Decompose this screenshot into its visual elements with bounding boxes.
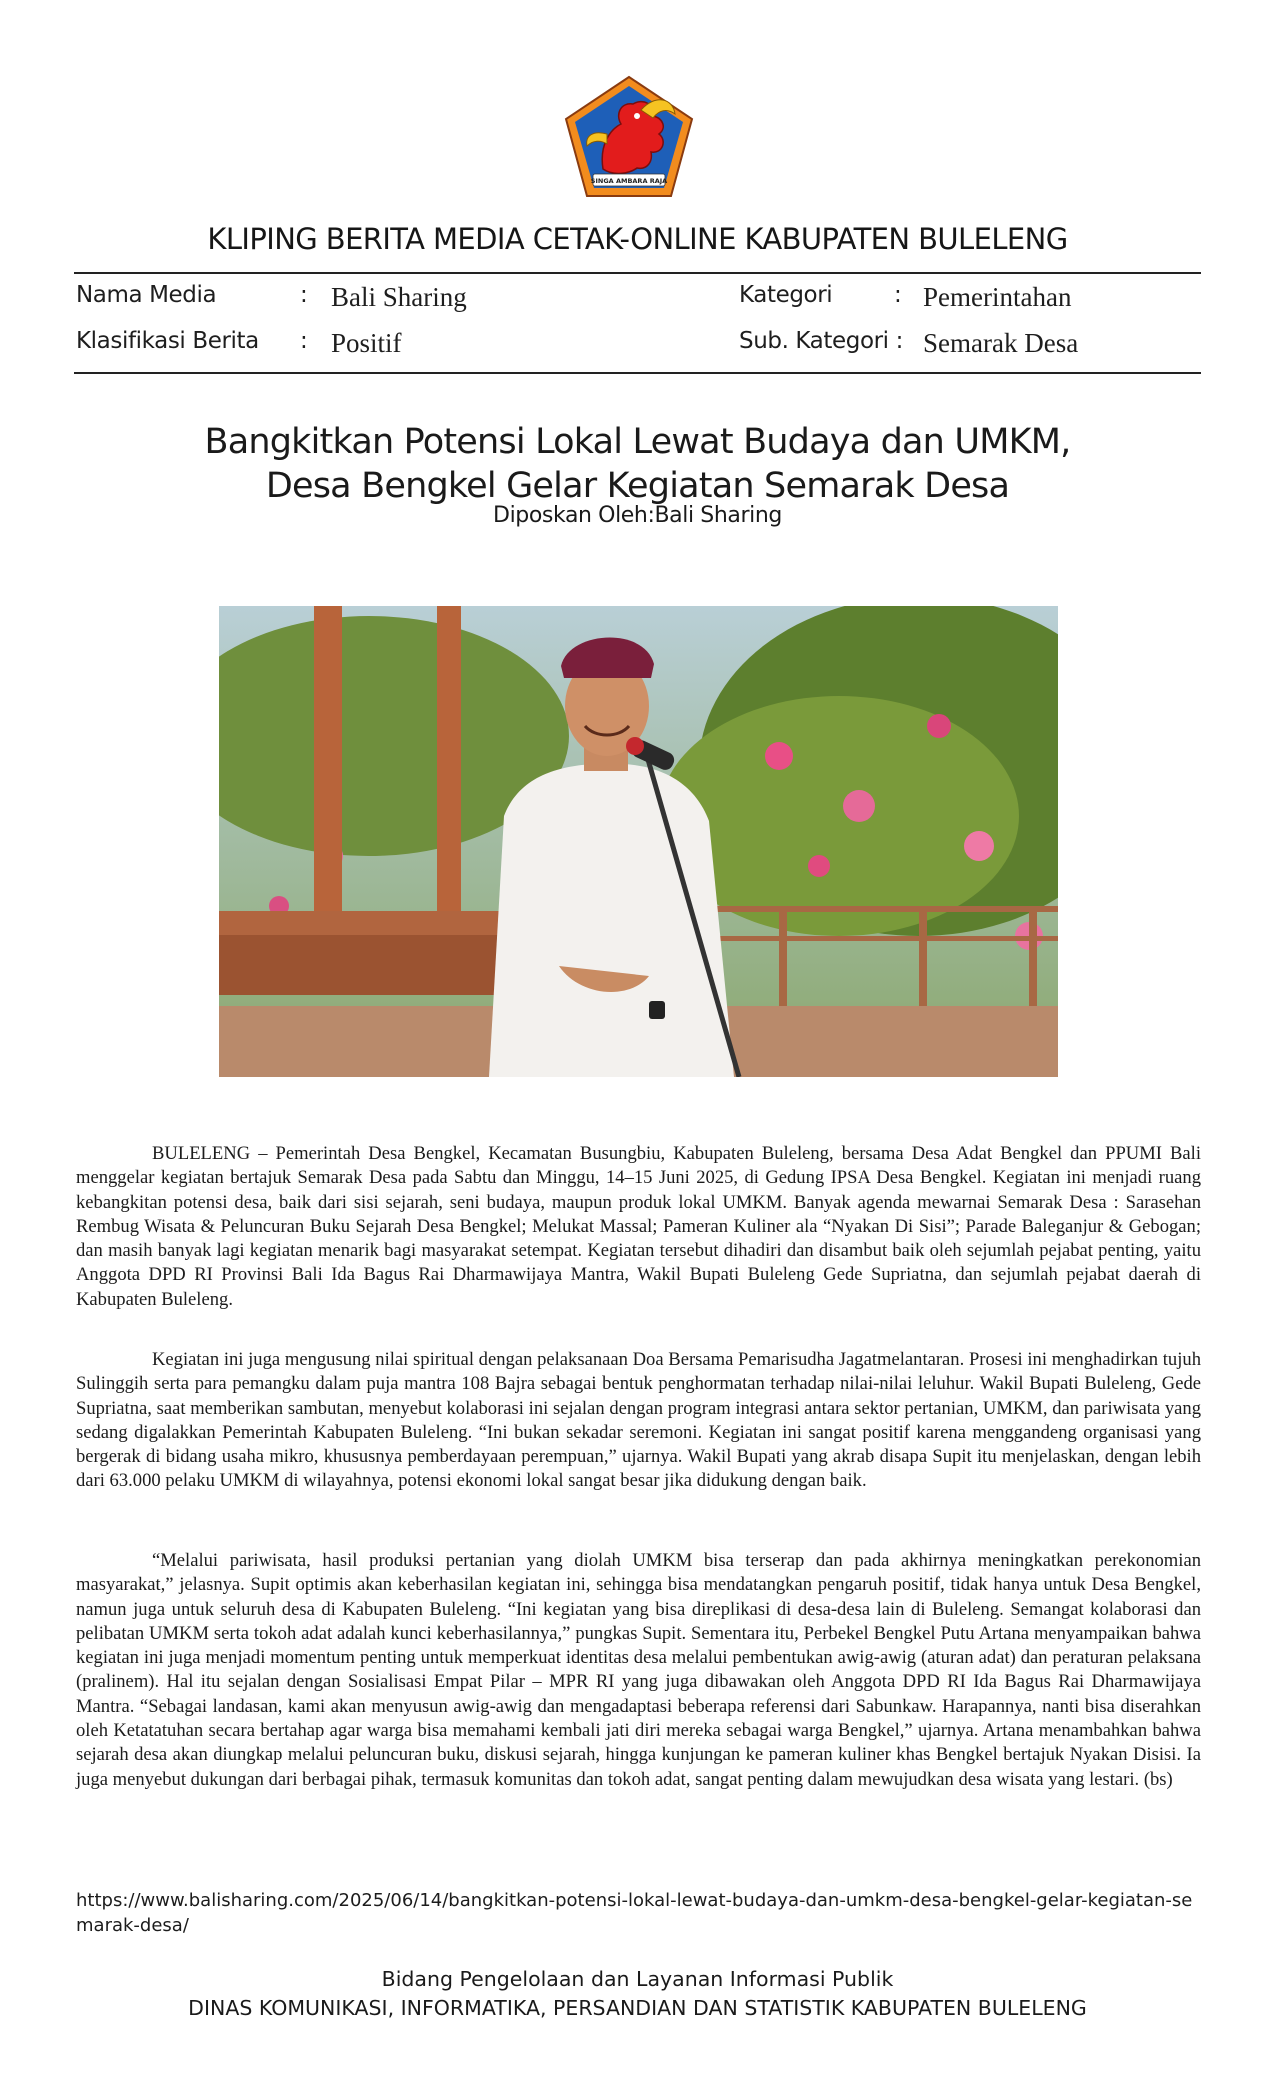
- footer-line-2: DINAS KOMUNIKASI, INFORMATIKA, PERSANDIAN DAN STATISTIK KABUPATEN BULELENG: [188, 1996, 1087, 2020]
- article-photo: [219, 606, 1058, 1077]
- kategori-value: Pemerintahan: [923, 282, 1072, 312]
- klasifikasi-colon: :: [300, 328, 308, 354]
- kategori-label: Kategori: [739, 282, 833, 308]
- kategori-colon: :: [894, 282, 902, 308]
- article-paragraph-2: Kegiatan ini juga mengusung nilai spiritual dengan pelaksanaan Doa Bersama Pemarisudha Jagatmelantaran. Prosesi ini menghadirkan tujuh Sulinggih serta para pemangku dalam puja mantra 108 Bajra sebagai bentuk penghormatan terhadap nilai-nilai leluhur. Wakil Bupati Buleleng, Gede Supriatna, saat memberikan sambutan, menyebut kolaborasi ini sejalan dengan program integrasi antara sektor pertanian, UMKM, dan pariwisata yang sedang digalakkan Pemerintah Kabupaten Buleleng. “Ini bukan sekadar seremoni. Kegiatan ini sangat positif karena menggandeng organisasi yang bergerak di bidang usaha mikro, khususnya pemberdayaan perempuan,” ujarnya. Wakil Bupati yang akrab disapa Supit itu menjelaskan, dengan lebih dari 63.000 pelaku UMKM di wilayahnya, potensi ekonomi lokal sangat besar jika didukung dengan baik.: [76, 1349, 1201, 1492]
- article-title-line-1: Bangkitkan Potensi Lokal Lewat Budaya dan UMKM,: [204, 422, 1071, 462]
- media-label: Nama Media: [76, 282, 217, 308]
- header-divider-bottom: [74, 372, 1201, 374]
- klasifikasi-value: Positif: [331, 328, 402, 358]
- article-paragraph-1: BULELENG – Pemerintah Desa Bengkel, Kecamatan Busungbiu, Kabupaten Buleleng, bersama Desa Adat Bengkel dan PPUMI Bali menggelar kegiatan bertajuk Semarak Desa pada Sabtu dan Minggu, 14–15 Juni 2025, di Gedung IPSA Desa Bengkel. Kegiatan ini menjadi ruang kebangkitan potensi desa, baik dari sisi sejarah, seni budaya, maupun produk lokal UMKM. Banyak agenda mewarnai Semarak Desa : Sarasehan Rembug Wisata & Peluncuran Buku Sejarah Desa Bengkel; Melukat Massal; Pameran Kuliner ala “Nyakan Di Sisi”; Parade Baleganjur & Gebogan; dan masih banyak lagi kegiatan menarik bagi masyarakat setempat. Kegiatan tersebut dihadiri dan disambut baik oleh sejumlah pejabat penting, yaitu Anggota DPD RI Provinsi Bali Ida Bagus Rai Dharmawijaya Mantra, Wakil Bupati Buleleng Gede Supriatna, dan sejumlah pejabat daerah di Kabupaten Buleleng.: [76, 1143, 1201, 1310]
- subkategori-value: Semarak Desa: [923, 328, 1079, 358]
- footer-line-1: Bidang Pengelolaan dan Layanan Informasi Publik: [381, 1967, 894, 1991]
- singa-ambara-raja-emblem-icon: [563, 74, 695, 200]
- header-divider-top: [74, 272, 1201, 274]
- article-title-line-2: Desa Bengkel Gelar Kegiatan Semarak Desa: [265, 466, 1010, 506]
- article-byline: Diposkan Oleh:Bali Sharing: [493, 503, 782, 528]
- subkategori-label: Sub. Kategori :: [739, 328, 903, 354]
- media-colon: :: [300, 282, 308, 308]
- article-title: [0, 420, 1275, 508]
- media-value: Bali Sharing: [331, 282, 467, 312]
- page-title: KLIPING BERITA MEDIA CETAK-ONLINE KABUPATEN BULELENG: [207, 222, 1068, 256]
- klasifikasi-label: Klasifikasi Berita: [76, 328, 259, 354]
- logo-motto: SINGA AMBARA RAJA: [590, 177, 668, 185]
- article-paragraph-3: “Melalui pariwisata, hasil produksi pertanian yang diolah UMKM bisa terserap dan pada akhirnya meningkatkan perekonomian masyarakat,” jelasnya. Supit optimis akan keberhasilan kegiatan ini, sehingga bisa mendatangkan pengaruh positif, tidak hanya untuk Desa Bengkel, namun juga untuk seluruh desa di Kabupaten Buleleng. “Ini kegiatan yang bisa direplikasi di desa-desa lain di Buleleng. Semangat kolaborasi dan pelibatan UMKM serta tokoh adat adalah kunci keberhasilannya,” pungkas Supit. Sementara itu, Perbekel Bengkel Putu Artana menyampaikan bahwa kegiatan ini juga menjadi momentum penting untuk memperkuat identitas desa melalui pembentukan awig-awig (aturan adat) dan peraturan pelaksana (pralinem). Hal itu sejalan dengan Sosialisasi Empat Pilar – MPR RI yang juga dibawakan oleh Anggota DPD RI Ida Bagus Rai Dharmawijaya Mantra. “Sebagai landasan, kami akan menyusun awig-awig dan mengadaptasi beberapa referensi dari Sabunkaw. Harapannya, nanti bisa diserahkan oleh Ketatatuhan secara bertahap agar warga bisa memahami kembali jati diri mereka sebagai warga Bengkel,” ujarnya. Artana menambahkan bahwa sejarah desa akan diungkap melalui peluncuran buku, diskusi sejarah, hingga kunjungan ke pameran kuliner khas Bengkel bertajuk Nyakan Disisi. Ia juga menyebut dukungan dari berbagai pihak, termasuk komunitas dan tokoh adat, sangat penting dalam mewujudkan desa wisata yang lestari. (bs): [76, 1550, 1201, 1790]
- source-link[interactable]: https://www.balisharing.com/2025/06/14/bangkitkan-potensi-lokal-lewat-budaya-dan-umkm-desa-bengkel-gelar-kegiatan-semarak-desa/: [76, 1890, 1193, 1936]
